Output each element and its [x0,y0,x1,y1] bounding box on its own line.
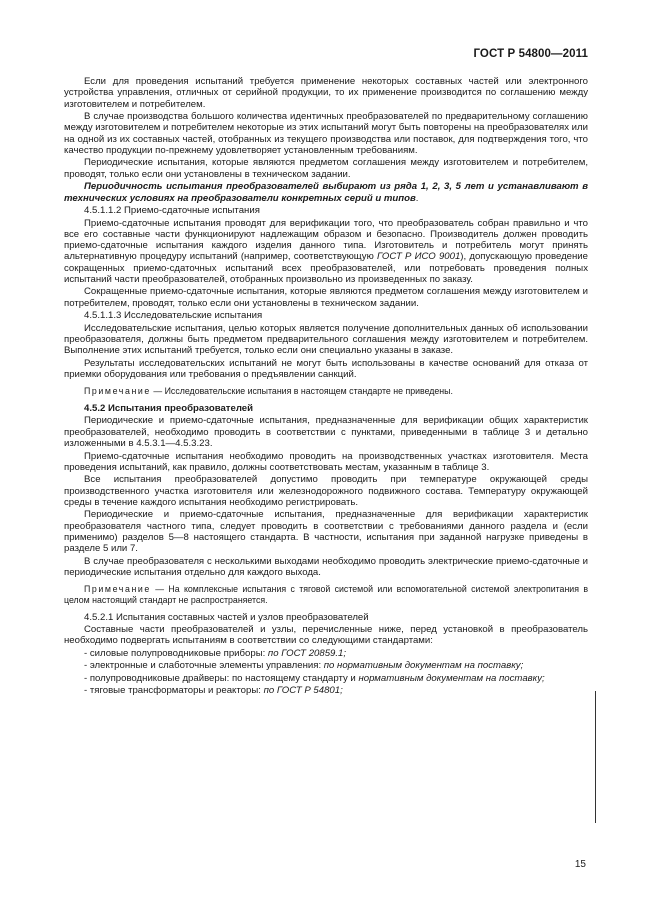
paragraph-8: Результаты исследовательских испытаний не могут быть использованы в качестве оснований для отказа от приемки оборудования или требования о предъявлении санкций. [64,357,588,381]
periodicity-statement: Периодичность испытания преобразователей выбирают из ряда 1, 2, 3, 5 лет и устанавливают в технических условиях на преобразователи конкретных серий и типов [64,181,588,204]
paragraph-11: Все испытания преобразователей допустимо проводить при температуре окружающей среды производственного участка изготовителя или железнодорожного подвижного состава. Температуру окружающей среды в течение каждого испытания необходимо регистрировать. [64,474,588,508]
list-item: - силовые полупроводниковые приборы: по ГОСТ 20859.1; [84,647,347,659]
paragraph-14: Составные части преобразователей и узлы, перечисленные ниже, перед установкой в преобразователь необходимо подвергать испытаниям в соответствии со следующими стандартами: [64,624,588,647]
paragraph-10: Приемо-сдаточные испытания необходимо проводить на производственных участках изготовителя. Места проведения испытаний, как правило, должны соответствовать местам, указанным в таблице 3. [64,450,588,473]
note-1: Примечание — Исследовательские испытания в настоящем стандарте не приведены. [84,386,453,397]
list-item: - тяговые трансформаторы и реакторы: по ГОСТ Р 54801; [84,685,343,697]
note-label: Примечание [84,584,151,595]
paragraph-3: Периодические испытания, которые являются предметом соглашения между изготовителем и потребителем, проводят, только если они установлены в техническом задании. [64,157,588,180]
heading-4-5-2-1: 4.5.2.1 Испытания составных частей и узлов преобразователей [84,611,369,623]
paragraph-12: Периодические и приемо-сдаточные испытания, предназначенные для верификации характеристик преобразователя частного типа, следует проводить в соответствии с требованиями данного раздела и (если применимо) разделов 5—8 настоящего стандарта. В частности, испытания при заданной нагрузке приведены в разделе 5 или 7. [64,509,588,555]
paragraph-1: Если для проведения испытаний требуется применение некоторых составных частей или электронного устройства управления, отличных от серийной продукции, то их применение производится по соглашению между изготовителем и потребителем. [64,76,588,110]
change-marker-line [595,691,596,823]
list-item: - электронные и слаботочные элементы управления: по нормативным документам на поставку; [84,660,524,672]
paragraph-13: В случае преобразователя с несколькими выходами необходимо проводить электрические приемо-сдаточные и периодические испытания отдельно для каждого выхода. [64,555,588,579]
page-content [64,76,588,698]
paragraph-4: Периодичность испытания преобразователей выбирают из ряда 1, 2, 3, 5 лет и устанавливают в технических условиях на преобразователи конкретных серий и типов. [64,181,588,204]
note-label: Примечание [84,386,151,397]
paragraph-5: Приемо-сдаточные испытания проводят для верификации того, что преобразователь собран правильно и что все его составные части функционируют надлежащим образом и безопасно. Производитель должен проводить приемо-сдаточные испытания каждого изделия данного типа. Изготовитель и потребитель могут принять альтернативную процедуру испытаний (например, соответствующую ГОСТ Р ИСО 9001), допускающую проведение сокращенных приемо-сдаточных испытаний всех преобразователей, или потребовать проведения полных испытаний части преобразователей, отобранных произвольно из произведенных по заказу. [64,217,588,285]
note-2: Примечание — На комплексные испытания с тяговой системой или вспомогательной системой электропитания в целом настоящий стандарт не распространяется. [64,584,588,605]
standard-reference: ГОСТ Р ИСО 9001 [377,251,461,263]
paragraph-2: В случае производства большого количества идентичных преобразователей по предварительному соглашению между изготовителем и потребителем некоторые из этих испытаний могут быть повторены на преобразователях или на одной из их составных частей, отобранных из текущего производства или поставок, для подтверждения того, что качество продукции по-прежнему удовлетворяет установленным требованиям. [64,111,588,156]
paragraph-6: Сокращенные приемо-сдаточные испытания, которые являются предметом соглашения между изготовителем и потребителем, проводят, только если они установлены в техническом задании. [64,286,588,309]
paragraph-7: Исследовательские испытания, целью которых является получение дополнительных данных об использовании преобразователя, должны быть предметом предварительного соглашения между изготовителем и потребителем. Выполнение этих испытаний требуется, только если они специально указаны в заказе. [64,322,588,357]
document-id: ГОСТ Р 54800—2011 [473,48,588,60]
page-number: 15 [574,859,586,870]
heading-4-5-1-1-2: 4.5.1.1.2 Приемо-сдаточные испытания [84,205,260,217]
heading-4-5-2: 4.5.2 Испытания преобразователей [84,403,254,414]
paragraph-9: Периодические и приемо-сдаточные испытания, предназначенные для верификации общих характеристик преобразователей, необходимо проводить в соответствии с пунктами, приведенными в таблице 3 и детально изложенными в 4.5.3.1—4.5.3.23. [64,415,588,450]
list-item: - полупроводниковые драйверы: по настоящему стандарту и нормативным документам на поставку; [84,672,545,684]
heading-4-5-1-1-3: 4.5.1.1.3 Исследовательские испытания [84,310,263,322]
